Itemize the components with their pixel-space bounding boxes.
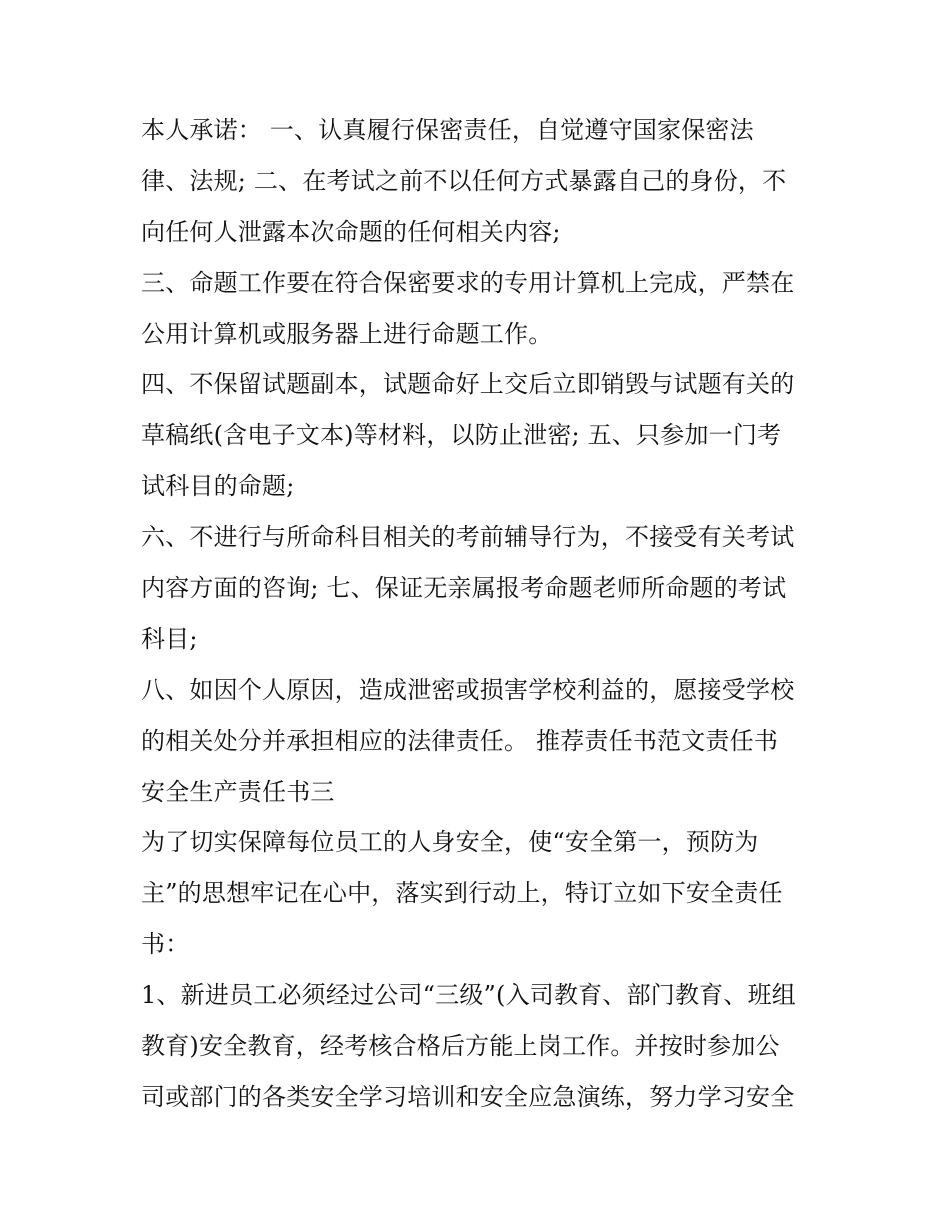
text-line: 本人承诺： 一、认真履行保密责任，自觉遵守国家保密法 [141, 116, 754, 144]
text-line: 八、如因个人原因，造成泄密或损害学校利益的，愿接受学校 [141, 675, 795, 704]
text-line: 四、不保留试题副本，试题命好上交后立即销毁与试题有关的 [141, 370, 795, 399]
text-line: 的相关处分并承担相应的法律责任。 推荐责任书范文责任书 [141, 726, 779, 755]
text-line: 教育)安全教育，经考核合格后方能上岗工作。并按时参加公 [141, 1032, 780, 1061]
text-line: 六、不进行与所命科目相关的考前辅导行为，不接受有关考试 [141, 523, 795, 552]
text-line: 司或部门的各类安全学习培训和安全应急演练，努力学习安全 [141, 1082, 795, 1111]
text-line: 为了切实保障每位员工的人身安全，使“安全第一，预防为 [141, 828, 759, 857]
text-line: 律、法规; 二、在考试之前不以任何方式暴露自己的身份，不 [141, 166, 787, 195]
section-heading: 安全生产责任书三 [141, 777, 335, 806]
text-line: 草稿纸(含电子文本)等材料，以防止泄密; 五、只参加一门考 [141, 421, 782, 450]
text-line: 试科目的命题; [141, 472, 295, 501]
text-line: 向任何人泄露本次命题的任何相关内容; [141, 217, 561, 246]
text-line: 主”的思想牢记在心中，落实到行动上，特订立如下安全责任 [141, 879, 783, 908]
text-line: 内容方面的咨询; 七、保证无亲属报考命题老师所命题的考试 [141, 574, 787, 603]
text-line: 1、新进员工必须经过公司“三级”(入司教育、部门教育、班组 [141, 981, 796, 1010]
text-line: 三、命题工作要在符合保密要求的专用计算机上完成，严禁在 [141, 268, 795, 297]
text-line: 公用计算机或服务器上进行命题工作。 [141, 319, 553, 348]
text-line: 书： [141, 930, 190, 959]
text-line: 科目; [141, 624, 198, 653]
document-body [141, 105, 821, 1123]
